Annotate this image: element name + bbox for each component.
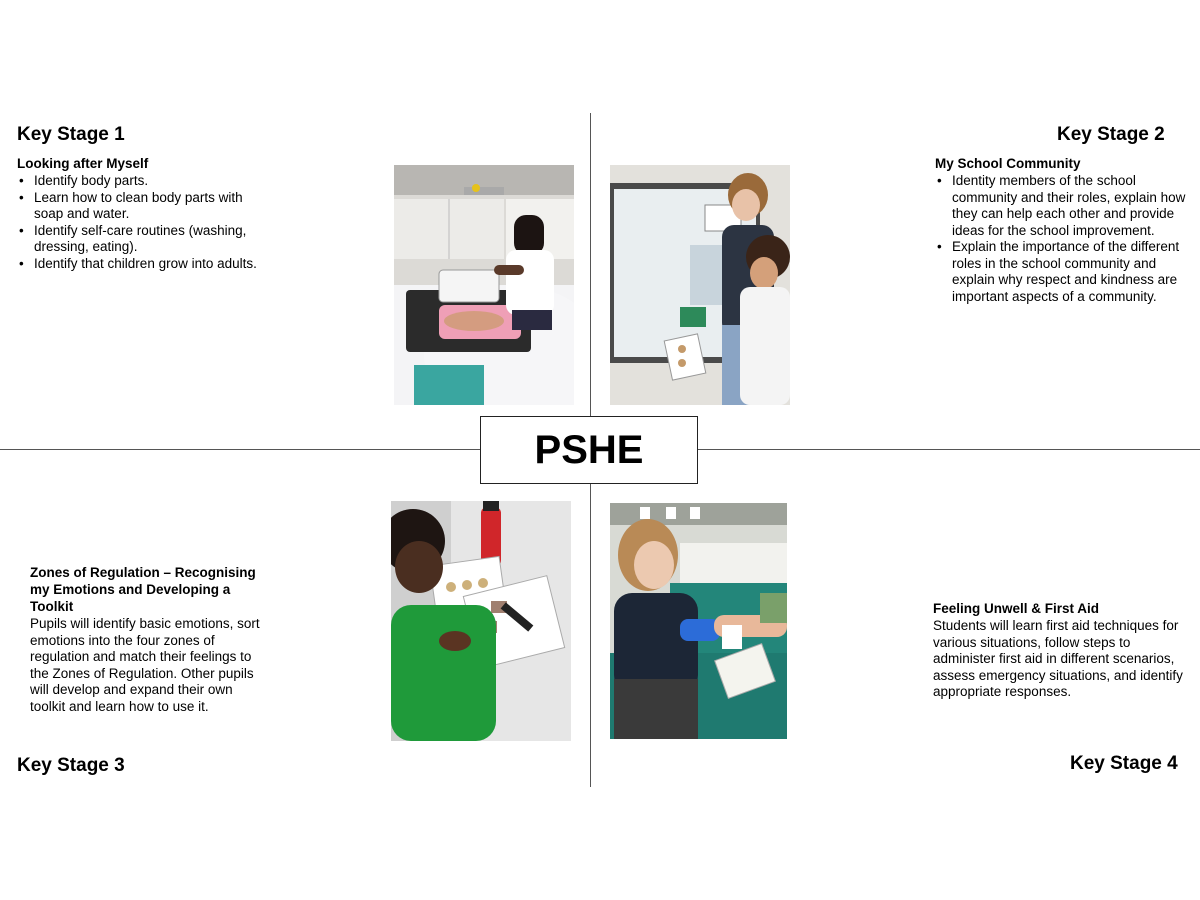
ks1-bullet-list xyxy=(17,173,262,272)
ks1-photo xyxy=(394,165,574,405)
list-item: • Identify self-care routines (washing, dressing, eating). xyxy=(17,223,262,256)
ks3-photo xyxy=(391,501,571,741)
list-item: • Identity members of the school community and their roles, explain how they can help each other and provide ideas for the school improvement. xyxy=(935,173,1191,239)
ks2-photo xyxy=(610,165,790,405)
ks2-content xyxy=(935,155,1191,305)
ks2-subheading: My School Community xyxy=(935,156,1081,171)
ks1-content xyxy=(17,155,262,272)
ks4-content xyxy=(933,600,1195,701)
ks4-heading: Key Stage 4 xyxy=(1070,753,1178,774)
ks3-content xyxy=(30,564,270,715)
list-item: • Learn how to clean body parts with soap and water. xyxy=(17,190,262,223)
ks2-bullet-list xyxy=(935,173,1191,305)
ks1-heading: Key Stage 1 xyxy=(17,124,125,145)
ks3-subheading: Zones of Regulation – Recognising my Emotions and Developing a Toolkit xyxy=(30,565,256,614)
pshe-title-box xyxy=(480,416,698,484)
ks4-photo xyxy=(610,503,787,739)
ks2-heading: Key Stage 2 xyxy=(1057,124,1165,145)
ks4-body: Students will learn first aid techniques for various situations, follow steps to administer first aid in different scenarios, assess emergency situations, and identify appropriate responses. xyxy=(933,618,1183,699)
ks1-subheading: Looking after Myself xyxy=(17,156,149,171)
pshe-title: PSHE xyxy=(534,427,644,472)
list-item: • Identify body parts. xyxy=(17,173,262,190)
ks3-heading: Key Stage 3 xyxy=(17,755,125,776)
list-item: • Explain the importance of the different roles in the school community and explain why respect and kindness are important aspects of a community. xyxy=(935,239,1191,305)
list-item: • Identify that children grow into adults. xyxy=(17,256,262,273)
ks4-subheading: Feeling Unwell & First Aid xyxy=(933,601,1100,616)
ks3-body: Pupils will identify basic emotions, sort emotions into the four zones of regulation and match their feelings to the Zones of Regulation. Other pupils will develop and expand their own toolkit and learn how to use it. xyxy=(30,616,260,714)
